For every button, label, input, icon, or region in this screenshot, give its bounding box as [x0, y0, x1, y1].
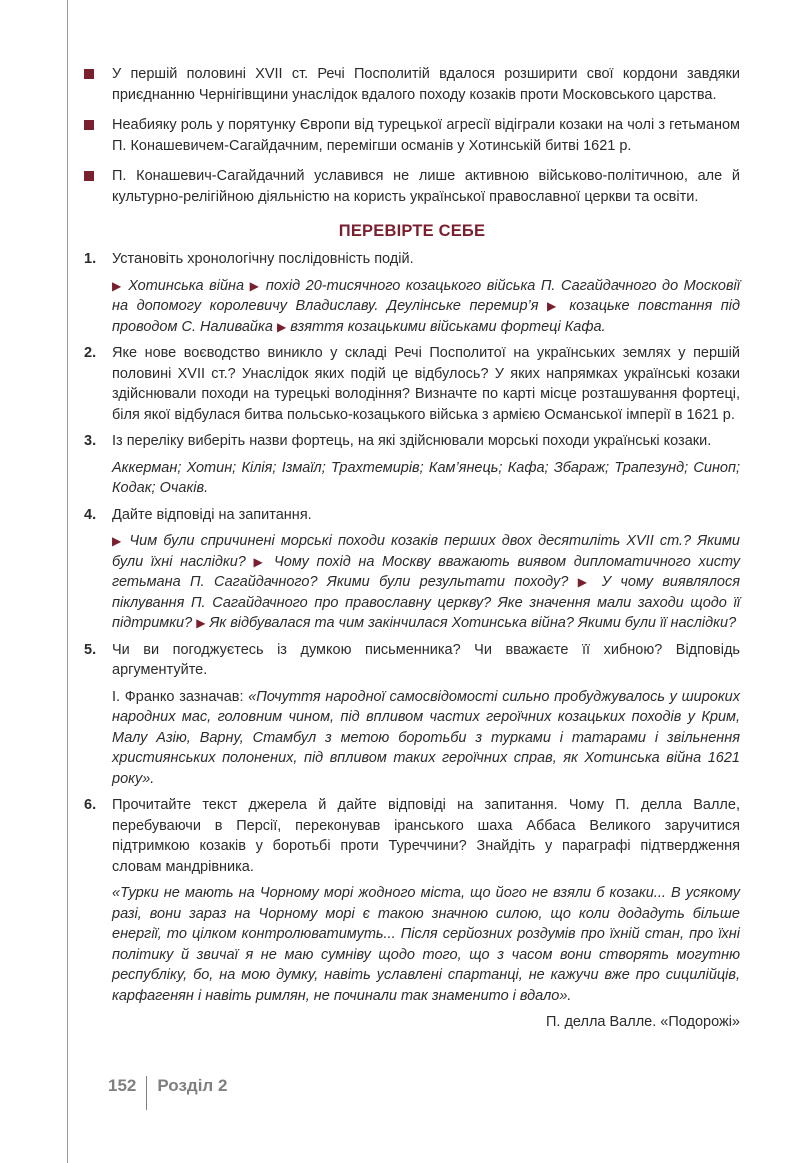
triangle-bullet-icon: ▶: [249, 278, 261, 293]
triangle-bullet-icon: ▶: [253, 554, 267, 569]
summary-list: [84, 64, 740, 208]
question-text: Установіть хронологічну послідовність подій.: [112, 251, 414, 267]
triangle-bullet-icon: ▶: [577, 575, 593, 589]
question-text: Яке нове воєводство виникло у складі Речі Посполитої на українських землях у першій половині XVII ст.? Унаслідок яких подій це відбулось? У яких напрямках українські козаки здійснювали походи на турецькі володіння? Визначте по карті місце розташування фортеці, біля якої відбулася битва польсько-козацького війська з армією Османської імперії в 1621 р.: [112, 345, 740, 423]
quote-text: «Турки не мають на Чорному морі жодного міста, що його не взяли б козаки... В усякому разі, вони зараз на Чорному морі є такою значною силою, що коли додадуть більше енергії, то цілком контролюватимуть... Після серйозних роздумів про їхній стан, про їхні політику й звичаї я не маю сумніву щодо того, що з часом вони створять могутню республіку, бо, на мою думку, навіть уславлені спартанці, не кажучи вже про сицилійців, карфагенян і навіть римлян, не починали так знаменито і вдало».: [112, 885, 740, 1004]
quote-author: І. Франко зазначав:: [112, 688, 244, 705]
square-bullet-icon: [84, 171, 94, 181]
question-text: Із переліку виберіть назви фортець, на які здійснювали морські походи українські козаки.: [112, 433, 712, 449]
triangle-bullet-icon: ▶: [112, 534, 124, 548]
page-content: [84, 64, 740, 1039]
triangle-bullet-icon: ▶: [276, 319, 287, 334]
question-1: [84, 249, 740, 337]
question-number: 3.: [84, 433, 97, 449]
page-number: 152: [108, 1076, 137, 1095]
question-text: Чи ви погоджуєтесь із думкою письменника? Чи вважаєте її хибною? Відповідь аргументуйте.: [112, 641, 740, 678]
square-bullet-icon: [84, 120, 94, 130]
question-number: 4.: [84, 506, 97, 523]
summary-item: П. Конашевич-Сагайдачний уславився не лише активною військово-політичною, але й культурно-релігійною діяльністю на користь української православної церкви та освіти.: [84, 166, 740, 208]
question-2: [84, 343, 740, 425]
question-5: [84, 640, 740, 790]
question-text: Прочитайте текст джерела й дайте відповіді на запитання. Чому П. делла Валле, перебуваючи в Персії, переконував іранського шаха Аббаса Великого заручитися підтримкою козаків у боротьбі проти Туреччини? Знайдіть у параграфі підтвердження словам мандрівника.: [112, 797, 740, 875]
question-items: ▶ Хотинська війна ▶ похід 20-тисячного козацького війська П. Сагайдачного до Московії на допомогу королевичу Владиславу. Деулінське перемир’я ▶ козацьке повстання під проводом С. Наливайка ▶ взяття козацькими військами фортеці Кафа.: [112, 277, 741, 335]
summary-item: У першій половині XVII ст. Речі Посполитій вдалося розширити свої кордони завдяки приєднанню Чернігівщини унаслідок вдалого походу козаків проти Московського царства.: [84, 64, 740, 106]
question-number: 1.: [84, 251, 97, 267]
question-items: ▶ Чим були спричинені морські походи козаків перших двох десятиліть XVII ст.? Якими були їхні наслідки? ▶ Чому похід на Москву вважають виявом дипломатичного хисту гетьмана П. Сагайдачного? Якими були результати походу? ▶ У чому виявлялося піклування П. Сагайдачного про православну церкву? Яке значення мали заходи щодо її підтримки? ▶ Як відбувалася та чим закінчилася Хотинська війна? Якими були її наслідки?: [112, 533, 741, 631]
question-3: [84, 431, 740, 499]
triangle-bullet-icon: ▶: [547, 299, 561, 313]
square-bullet-icon: [84, 69, 94, 79]
question-6: [84, 795, 740, 1033]
footer-divider: [146, 1076, 147, 1110]
question-4: [84, 505, 740, 634]
summary-item: Неабияку роль у порятунку Європи від турецької агресії відіграли козаки на чолі з гетьманом П. Конашевичем-Сагайдачним, перемігши османів у Хотинській битві 1621 р.: [84, 115, 740, 157]
margin-line: [67, 0, 68, 1163]
chapter-label: Розділ 2: [157, 1076, 228, 1095]
question-text: Дайте відповіді на запитання.: [112, 506, 312, 523]
question-number: 5.: [84, 641, 97, 658]
quote-source: П. делла Валле. «Подорожі»: [545, 1014, 740, 1030]
triangle-bullet-icon: ▶: [112, 278, 123, 293]
page-footer: [108, 1076, 227, 1110]
quote-block: [112, 687, 740, 790]
question-number: 6.: [84, 797, 97, 813]
quote-text: «Почуття народної самосвідомості сильно пробуджувалось у широких народних мас, головним чином, під впливом частих героїчних козацьких походів у Крим, Малу Азію, Варну, Стамбул з метою боротьби з турками і татарами і звільнення християнських полонених, під впливом таких героїчних справ, як Хотинська війна 1621 року».: [112, 688, 740, 787]
question-number: 2.: [84, 345, 97, 361]
fortress-list: Аккерман; Хотин; Кілія; Ізмаїл; Трахтемирів; Кам’янець; Кафа; Збараж; Трапезунд; Синоп; Кодак; Очаків.: [112, 459, 740, 496]
triangle-bullet-icon: ▶: [196, 616, 206, 630]
section-title: ПЕРЕВІРТЕ СЕБЕ: [338, 222, 486, 240]
